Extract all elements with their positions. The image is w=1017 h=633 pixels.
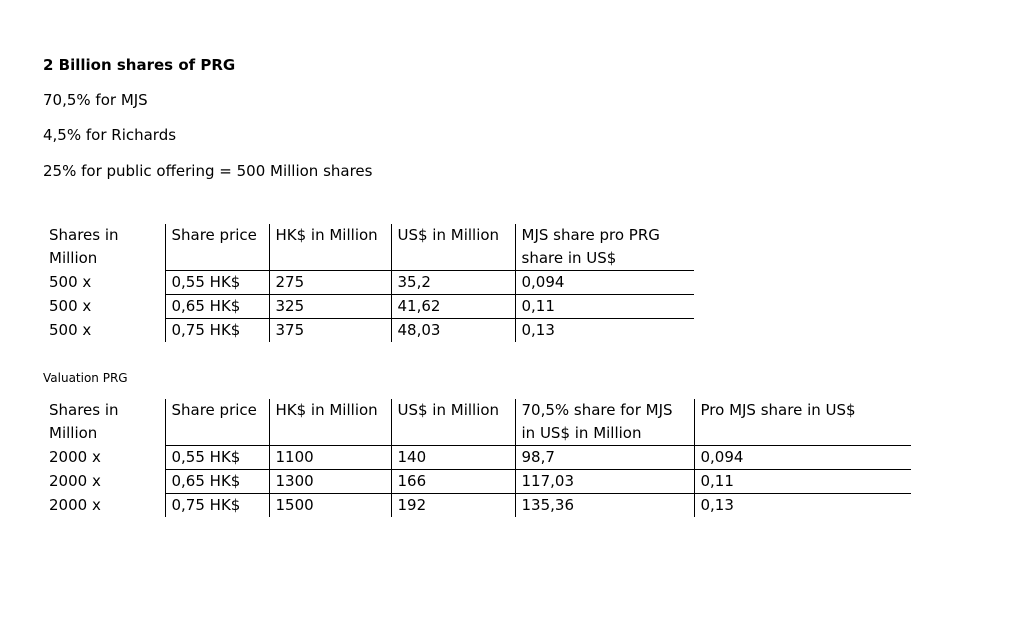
cell-hkd: 375 — [269, 319, 391, 343]
table-row — [43, 446, 911, 470]
table-header-row — [43, 224, 694, 271]
cell-mjs-share: 0,094 — [515, 271, 694, 295]
public-offering-table — [43, 224, 694, 342]
cell-hkd: 1100 — [269, 446, 391, 470]
cell-usd: 35,2 — [391, 271, 515, 295]
table-row — [43, 470, 911, 494]
cell-share-price: 0,65 HK$ — [165, 295, 269, 319]
cell-share-price: 0,55 HK$ — [165, 446, 269, 470]
table-row — [43, 295, 694, 319]
cell-shares: 2000 x — [49, 495, 101, 514]
cell-usd: 192 — [391, 494, 515, 518]
col-header-share-price: Share price — [165, 399, 269, 446]
table-row — [43, 494, 911, 518]
cell-shares: 500 x — [49, 296, 92, 315]
col-header-shares: Shares in Million — [49, 226, 119, 267]
richards-share-line: 4,5% for Richards — [43, 126, 177, 144]
cell-hkd: 1300 — [269, 470, 391, 494]
cell-share-price: 0,65 HK$ — [165, 470, 269, 494]
col-header-usd: US$ in Million — [391, 224, 515, 271]
cell-usd: 41,62 — [391, 295, 515, 319]
cell-usd: 140 — [391, 446, 515, 470]
cell-share-price: 0,75 HK$ — [165, 319, 269, 343]
table-header-row — [43, 399, 911, 446]
col-header-usd: US$ in Million — [391, 399, 515, 446]
col-header-mjs-share-total: 70,5% share for MJS in US$ in Million — [515, 399, 694, 446]
cell-mjs-share-total: 117,03 — [515, 470, 694, 494]
col-header-hkd: HK$ in Million — [269, 224, 391, 271]
col-header-hkd: HK$ in Million — [269, 399, 391, 446]
cell-hkd: 1500 — [269, 494, 391, 518]
cell-hkd: 275 — [269, 271, 391, 295]
col-header-pro-mjs-share: Pro MJS share in US$ — [694, 399, 911, 446]
cell-usd: 166 — [391, 470, 515, 494]
cell-mjs-share: 0,13 — [515, 319, 694, 343]
cell-hkd: 325 — [269, 295, 391, 319]
valuation-label: Valuation PRG — [43, 371, 128, 385]
cell-mjs-share: 0,11 — [515, 295, 694, 319]
cell-pro-mjs-share: 0,13 — [694, 494, 911, 518]
public-offering-line: 25% for public offering = 500 Million shares — [43, 162, 373, 180]
cell-shares: 500 x — [49, 320, 92, 339]
cell-shares: 500 x — [49, 272, 92, 291]
cell-mjs-share-total: 98,7 — [515, 446, 694, 470]
cell-usd: 48,03 — [391, 319, 515, 343]
table-row — [43, 319, 694, 343]
col-header-mjs-share: MJS share pro PRG share in US$ — [515, 224, 694, 271]
cell-share-price: 0,55 HK$ — [165, 271, 269, 295]
valuation-table — [43, 399, 911, 517]
mjs-share-line: 70,5% for MJS — [43, 91, 148, 109]
col-header-shares: Shares in Million — [49, 401, 119, 442]
cell-mjs-share-total: 135,36 — [515, 494, 694, 518]
document-heading: 2 Billion shares of PRG — [43, 56, 236, 74]
col-header-share-price: Share price — [165, 224, 269, 271]
cell-pro-mjs-share: 0,11 — [694, 470, 911, 494]
table-row — [43, 271, 694, 295]
cell-shares: 2000 x — [49, 447, 101, 466]
cell-share-price: 0,75 HK$ — [165, 494, 269, 518]
cell-pro-mjs-share: 0,094 — [694, 446, 911, 470]
cell-shares: 2000 x — [49, 471, 101, 490]
